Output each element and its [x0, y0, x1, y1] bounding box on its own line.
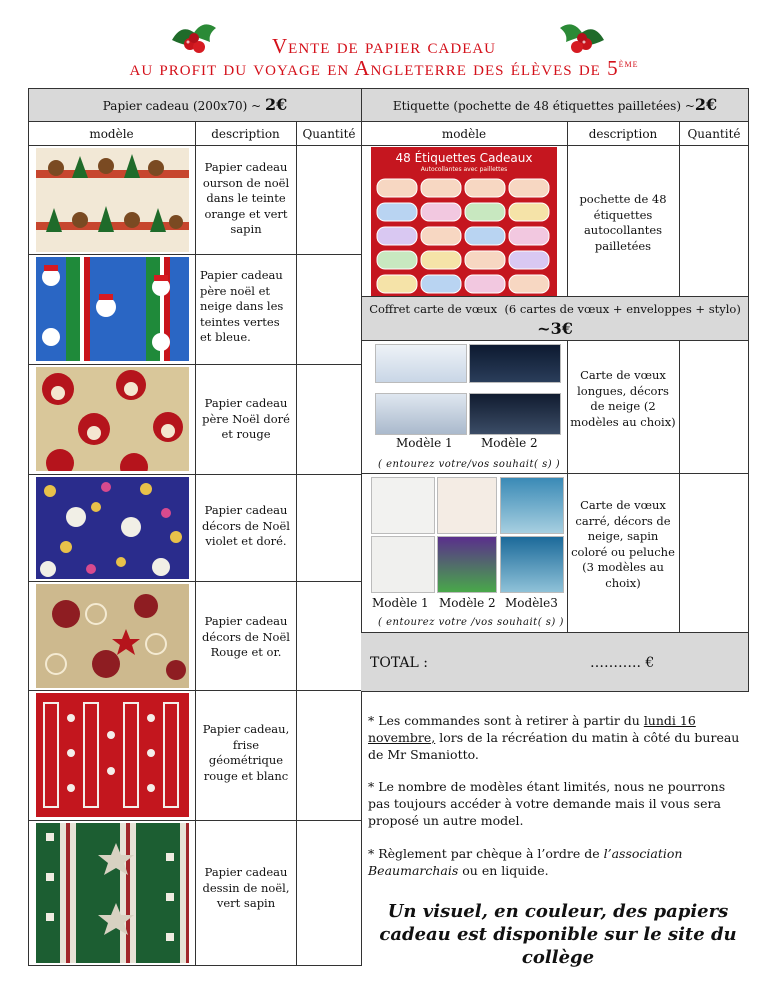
cards1-note: ( entourez votre/vos souhait( s) ): [378, 459, 561, 470]
swatch-pere-noel-dore: [36, 367, 189, 471]
qty-cell-3[interactable]: [297, 365, 361, 473]
desc-row-6: Papier cadeau, frise géométrique rouge et blanc: [202, 722, 290, 783]
cards2-model3-label: Modèle3: [505, 596, 558, 610]
card-square-model3-bottom: [500, 536, 564, 593]
card-long-model2-top: [469, 344, 561, 383]
etiquettes-pack-image: 48 Étiquettes Cadeaux Autocollantes avec paillettes: [371, 147, 557, 297]
card-square-model3-top: [500, 477, 564, 534]
note-payment: * Règlement par chèque à l’ordre de l’association Beaumarchais ou en liquide.: [368, 846, 683, 878]
swatch-vert-sapin: [36, 823, 189, 963]
desc-row-1: Papier cadeau ourson de noël dans le teinte orange et vert sapin: [202, 160, 290, 236]
title-line-2: au profit du voyage en Angleterre des élèves de 5ème: [129, 56, 639, 80]
qty-cell-etiquettes[interactable]: [680, 146, 748, 296]
right-col-quantity: Quantité: [687, 127, 741, 141]
desc-row-7: Papier cadeau dessin de noël, vert sapin: [202, 865, 290, 910]
cards1-model2-label: Modèle 2: [481, 436, 538, 450]
note-stock: * Le nombre de modèles étant limités, nous ne pourrons pas toujours accéder à votre demande mais il vous sera proposé un autre model.: [368, 779, 726, 828]
qty-cell-2[interactable]: [297, 255, 361, 363]
desc-row-5: Papier cadeau décors de Noël Rouge et or.: [202, 614, 290, 659]
left-col-description: description: [211, 127, 280, 141]
qty-cell-6[interactable]: [297, 691, 361, 819]
left-table-title: Papier cadeau (200x70) ~ 2€: [102, 95, 288, 114]
qty-cell-5[interactable]: [297, 582, 361, 689]
card-long-model1-bottom: [375, 393, 467, 435]
visual-notice: Un visuel, en couleur, des papiers cadeau est disponible sur le site du collège: [379, 901, 737, 968]
qty-cell-cards-long[interactable]: [680, 342, 748, 472]
coffret-price: ~3€: [537, 319, 573, 338]
swatch-frise-geometrique: [36, 693, 189, 817]
left-col-model: modèle: [89, 127, 134, 141]
swatch-decors-violet: [36, 477, 189, 579]
right-col-model: modèle: [441, 127, 487, 141]
note-pickup: * Les commandes sont à retirer à partir du lundi 16 novembre, lors de la récréation du matin à côté du bureau de Mr Smaniotto.: [368, 713, 740, 762]
card-long-model2-bottom: [469, 393, 561, 435]
right-table-title: Etiquette (pochette de 48 étiquettes pailletées) ~2€: [392, 95, 718, 114]
right-col-description: description: [588, 127, 658, 141]
total-value[interactable]: ……….. €: [590, 655, 655, 671]
card-square-model2-top: [437, 477, 497, 534]
left-col-quantity: Quantité: [302, 127, 356, 141]
desc-row-2: Papier cadeau père noël et neige dans les teintes vertes et bleue.: [200, 268, 284, 344]
qty-cell-cards-square[interactable]: [680, 474, 748, 631]
etiquettes-desc: pochette de 48 étiquettes autocollantes pailletées: [579, 192, 667, 253]
cards1-desc: Carte de vœux longues, décors de neige (2 modèles au choix): [570, 368, 676, 429]
card-long-model1-top: [375, 344, 467, 383]
cards1-model1-label: Modèle 1: [396, 436, 453, 450]
total-label: TOTAL :: [370, 655, 428, 671]
cards2-desc: Carte de vœux carré, décors de neige, sapin coloré ou peluche (3 modèles au choix): [571, 498, 675, 590]
cards2-model1-label: Modèle 1: [372, 596, 429, 610]
coffret-header: Coffret carte de vœux (6 cartes de vœux + enveloppes + stylo): [369, 302, 741, 316]
desc-row-3: Papier cadeau père Noël doré et rouge: [202, 396, 290, 441]
swatch-decors-rouge-or: [36, 584, 189, 688]
cards2-note: ( entourez votre /vos souhait( s) ): [378, 617, 564, 628]
swatch-ourson: [36, 148, 189, 252]
card-square-model1-bottom: [371, 536, 435, 593]
qty-cell-7[interactable]: [297, 821, 361, 965]
desc-row-4: Papier cadeau décors de Noël violet et doré.: [202, 503, 290, 548]
card-square-model1-top: [371, 477, 435, 534]
swatch-pere-noel-neige: [36, 257, 189, 361]
cards2-model2-label: Modèle 2: [439, 596, 496, 610]
card-square-model2-bottom: [437, 536, 497, 593]
qty-cell-1[interactable]: [297, 146, 361, 253]
qty-cell-4[interactable]: [297, 475, 361, 580]
title-line-1: Vente de papier cadeau: [271, 34, 497, 58]
